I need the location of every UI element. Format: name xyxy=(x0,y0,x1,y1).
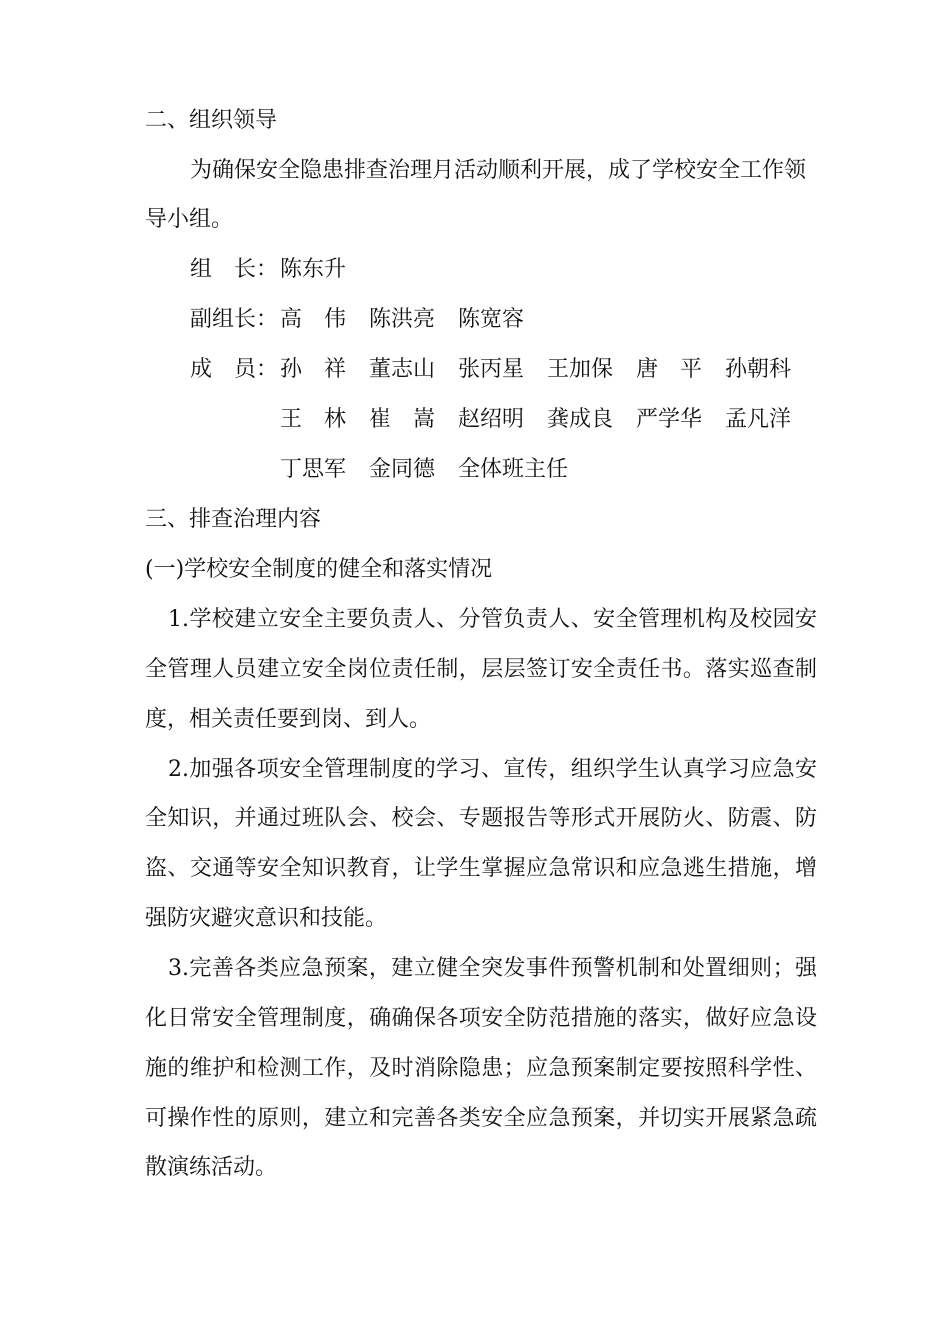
item2-line3: 盗、交通等安全知识教育，让学生掌握应急常识和应急逃生措施，增 xyxy=(145,856,817,881)
member-name: 王 林 xyxy=(280,407,347,432)
member-name: 孙 祥 xyxy=(280,357,347,382)
subsection-heading: (一)学校安全制度的健全和落实情况 xyxy=(145,557,493,582)
deputy-label: 副组长： xyxy=(190,307,279,332)
member-name: 龚成良 xyxy=(547,407,614,432)
member-name: 赵绍明 xyxy=(458,407,525,432)
item3-line5: 散演练活动。 xyxy=(145,1155,278,1180)
deputy-name: 陈宽容 xyxy=(458,307,525,332)
member-name: 孟凡洋 xyxy=(725,407,792,432)
member-name: 王加保 xyxy=(547,357,614,382)
member-name: 严学华 xyxy=(636,407,703,432)
intro-paragraph-line2: 导小组。 xyxy=(145,207,234,232)
member-name: 唐 平 xyxy=(636,357,703,382)
member-name: 丁思军 xyxy=(280,457,347,482)
section-heading-organization: 二、组织领导 xyxy=(145,108,278,133)
member-name: 孙朝科 xyxy=(725,357,792,382)
member-name: 崔 嵩 xyxy=(369,407,436,432)
item2-line1: 2.加强各项安全管理制度的学习、宣传，组织学生认真学习应急安 xyxy=(168,757,817,782)
member-name: 张丙星 xyxy=(458,357,525,382)
item3-line4: 可操作性的原则，建立和完善各类安全应急预案，并切实开展紧急疏 xyxy=(145,1106,817,1131)
item3-line3: 施的维护和检测工作，及时消除隐患；应急预案制定要按照科学性、 xyxy=(145,1056,817,1081)
section-heading-content: 三、排查治理内容 xyxy=(145,507,322,532)
member-name: 全体班主任 xyxy=(458,457,569,482)
deputy-name: 高 伟 xyxy=(280,307,347,332)
item1-line2: 全管理人员建立安全岗位责任制，层层签订安全责任书。落实巡查制 xyxy=(145,657,817,682)
leader-name: 陈东升 xyxy=(280,257,347,282)
members-label: 成 员： xyxy=(190,357,279,382)
leader-label: 组 长： xyxy=(190,257,279,282)
deputy-name: 陈洪亮 xyxy=(369,307,436,332)
item1-line3: 度，相关责任要到岗、到人。 xyxy=(145,707,432,732)
intro-paragraph-line1: 为确保安全隐患排查治理月活动顺利开展，成了学校安全工作领 xyxy=(190,158,807,183)
item2-line4: 强防灾避灾意识和技能。 xyxy=(145,906,388,931)
item2-line2: 全知识，并通过班队会、校会、专题报告等形式开展防火、防震、防 xyxy=(145,806,817,831)
item1-line1: 1.学校建立安全主要负责人、分管负责人、安全管理机构及校园安 xyxy=(168,607,817,632)
member-name: 金同德 xyxy=(369,457,436,482)
member-name: 董志山 xyxy=(369,357,436,382)
item3-line2: 化日常安全管理制度，确确保各项安全防范措施的落实，做好应急设 xyxy=(145,1006,817,1031)
item3-line1: 3.完善各类应急预案，建立健全突发事件预警机制和处置细则；强 xyxy=(168,956,817,981)
